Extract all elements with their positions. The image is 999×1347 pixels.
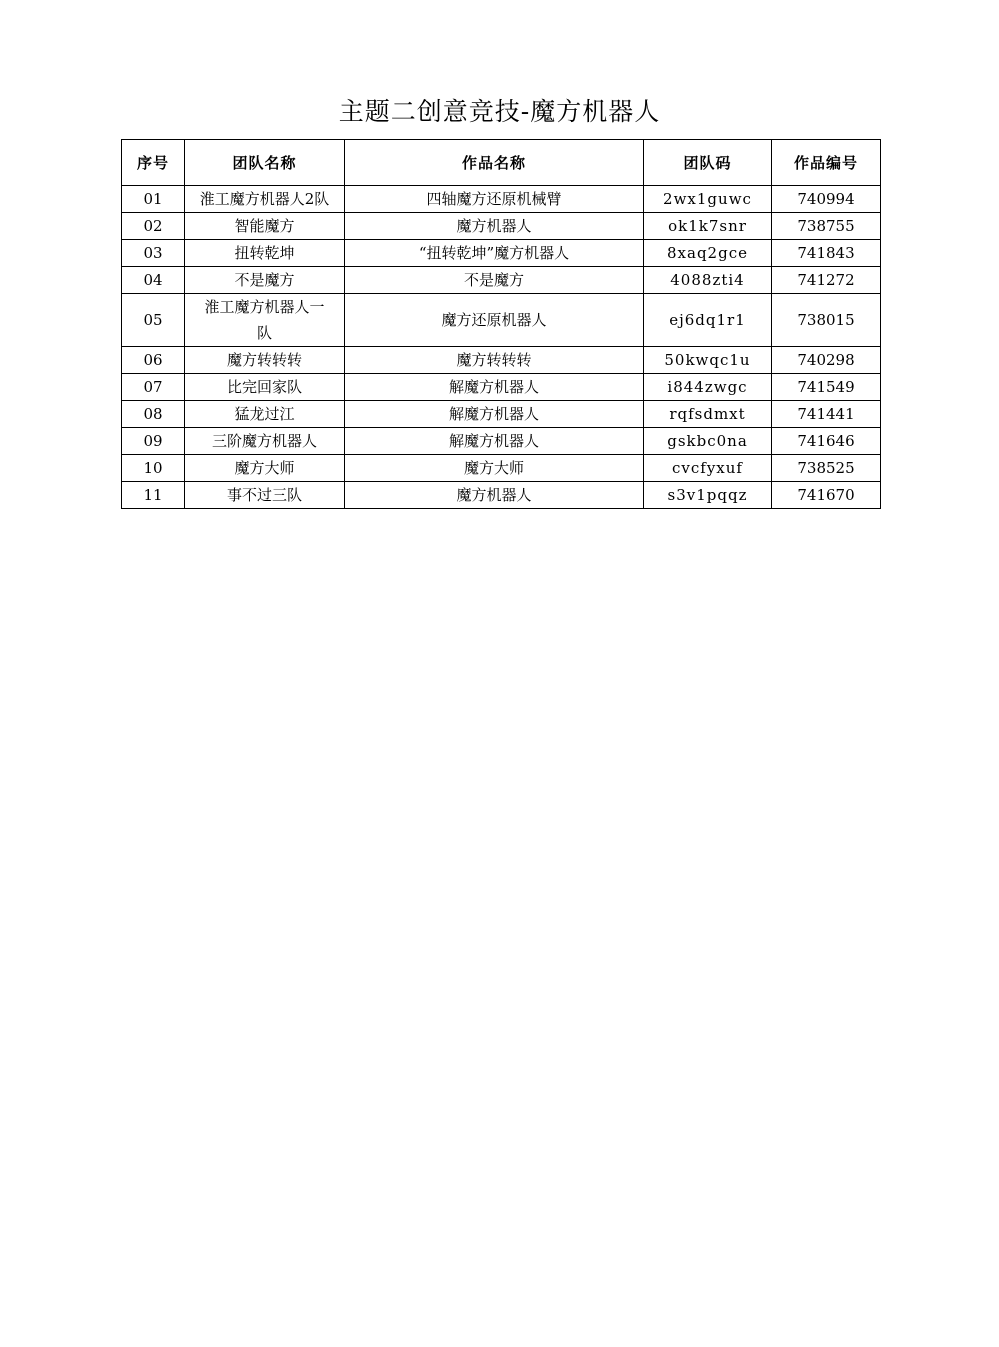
table-row: [122, 294, 881, 347]
cell-no: 05: [122, 294, 185, 347]
table-row: [122, 455, 881, 482]
table-header-row: [122, 140, 881, 186]
cell-team: 魔方大师: [185, 455, 345, 482]
cell-team-text: 淮工魔方机器人一队: [204, 298, 325, 342]
cell-id: 740994: [772, 186, 881, 213]
cell-id: 741272: [772, 267, 881, 294]
cell-work: 魔方大师: [345, 455, 644, 482]
cell-team: 智能魔方: [185, 213, 345, 240]
cell-work: “扭转乾坤”魔方机器人: [345, 240, 644, 267]
cell-no: 04: [122, 267, 185, 294]
results-table: [121, 139, 881, 509]
cell-no: 03: [122, 240, 185, 267]
table-row: [122, 347, 881, 374]
header-work: 作品名称: [345, 140, 644, 186]
cell-team: [185, 294, 345, 347]
table-row: [122, 374, 881, 401]
cell-team-text: 淮工魔方机器人2队: [199, 190, 330, 208]
table-row: [122, 240, 881, 267]
header-code: 团队码: [644, 140, 772, 186]
table-row: [122, 186, 881, 213]
cell-team: 事不过三队: [185, 482, 345, 509]
cell-id: 741549: [772, 374, 881, 401]
cell-work: 解魔方机器人: [345, 374, 644, 401]
cell-no: 10: [122, 455, 185, 482]
table-row: [122, 428, 881, 455]
cell-team: 猛龙过江: [185, 401, 345, 428]
cell-id: 741646: [772, 428, 881, 455]
cell-no: 07: [122, 374, 185, 401]
cell-work: 四轴魔方还原机械臂: [345, 186, 644, 213]
cell-work: 魔方转转转: [345, 347, 644, 374]
cell-id: 738755: [772, 213, 881, 240]
cell-id: 741670: [772, 482, 881, 509]
page-title: 主题二创意竞技-魔方机器人: [338, 97, 661, 126]
cell-team: [185, 186, 345, 213]
cell-work: 魔方机器人: [345, 482, 644, 509]
cell-id: 741441: [772, 401, 881, 428]
cell-team: 魔方转转转: [185, 347, 345, 374]
cell-work: 魔方还原机器人: [345, 294, 644, 347]
cell-code: i844zwgc: [644, 374, 772, 401]
cell-no: 02: [122, 213, 185, 240]
cell-code: gskbc0na: [644, 428, 772, 455]
cell-code: ok1k7snr: [644, 213, 772, 240]
cell-work: 解魔方机器人: [345, 401, 644, 428]
cell-no: 01: [122, 186, 185, 213]
cell-code: ej6dq1r1: [644, 294, 772, 347]
table-row: [122, 482, 881, 509]
cell-code: 2wx1guwc: [644, 186, 772, 213]
cell-no: 06: [122, 347, 185, 374]
cell-code: 8xaq2gce: [644, 240, 772, 267]
table-row: [122, 267, 881, 294]
cell-code: 50kwqc1u: [644, 347, 772, 374]
cell-work: 魔方机器人: [345, 213, 644, 240]
table-row: [122, 401, 881, 428]
cell-team: 扭转乾坤: [185, 240, 345, 267]
header-id: 作品编号: [772, 140, 881, 186]
header-no: 序号: [122, 140, 185, 186]
cell-id: 738015: [772, 294, 881, 347]
cell-team: 三阶魔方机器人: [185, 428, 345, 455]
cell-team: 不是魔方: [185, 267, 345, 294]
cell-no: 08: [122, 401, 185, 428]
cell-id: 741843: [772, 240, 881, 267]
cell-code: cvcfyxuf: [644, 455, 772, 482]
cell-id: 738525: [772, 455, 881, 482]
cell-work: 不是魔方: [345, 267, 644, 294]
cell-work: 解魔方机器人: [345, 428, 644, 455]
table-row: [122, 213, 881, 240]
cell-code: rqfsdmxt: [644, 401, 772, 428]
cell-id: 740298: [772, 347, 881, 374]
cell-code: 4088zti4: [644, 267, 772, 294]
cell-team: 比完回家队: [185, 374, 345, 401]
header-team: 团队名称: [185, 140, 345, 186]
cell-no: 09: [122, 428, 185, 455]
cell-code: s3v1pqqz: [644, 482, 772, 509]
cell-no: 11: [122, 482, 185, 509]
